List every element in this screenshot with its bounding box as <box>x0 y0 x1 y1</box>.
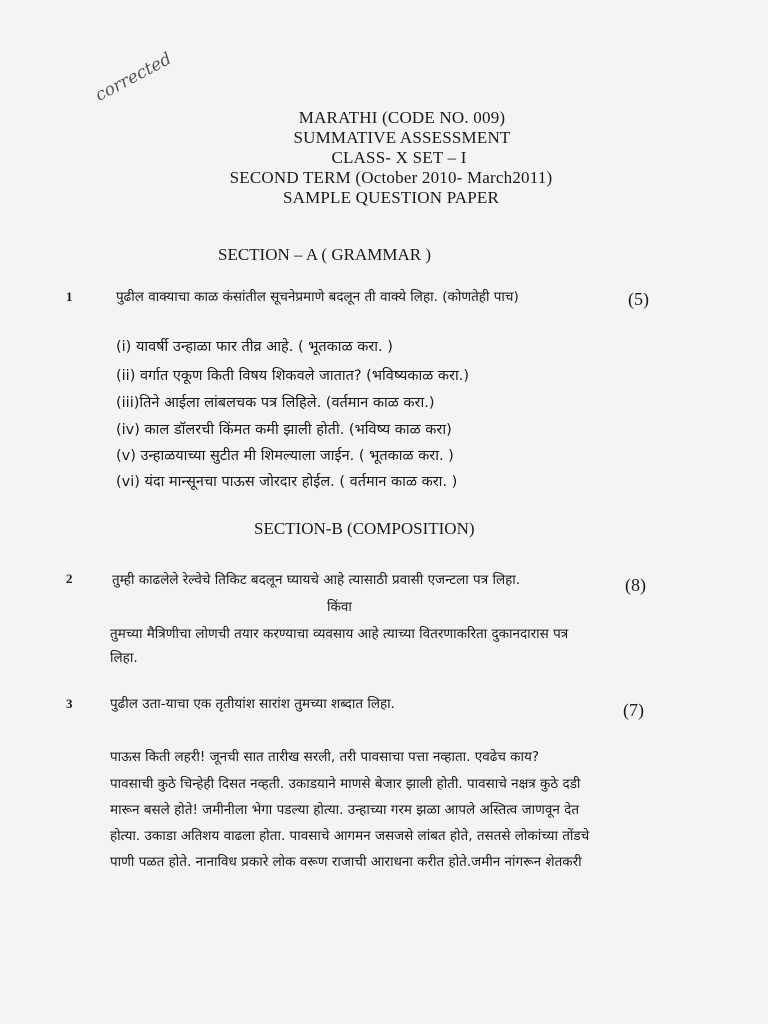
class-set: CLASS- X SET – I <box>331 148 467 167</box>
question-1-marks: (5) <box>628 289 649 309</box>
passage-line: पाऊस किती लहरी! जूनची सात तारीख सरली, तरी पावसाचा पत्ता नव्हाता. एवढेच काय? <box>110 749 540 765</box>
question-1-item: (vi) यंदा मान्सूनचा पाऊस जोरदार होईल. ( वर्तमान काळ करा. ) <box>116 474 458 490</box>
question-2-or: किंवा <box>327 599 352 615</box>
question-1-text: पुढील वाक्याचा काळ कंसांतील सूचनेप्रमाणे बदलून ती वाक्ये लिहा. (कोणतेही पाच) <box>116 289 519 305</box>
question-1-item: (i) यावर्षी उन्हाळा फार तीव्र आहे. ( भूतकाळ करा. ) <box>116 339 393 355</box>
passage-line: होत्या. उकाडा अतिशय वाढला होता. पावसाचे आगमन जसजसे लांबत होते, तसतसे लोकांच्या तोंडचे <box>110 828 590 844</box>
question-1-item: (iii)तिने आईला लांबलचक पत्र लिहिले. (वर्तमान काळ करा.) <box>116 395 435 411</box>
question-1-item: (v) उन्हाळयाच्या सुटीत मी शिमल्याला जाईन. ( भूतकाळ करा. ) <box>116 448 454 464</box>
passage-line: पावसाची कुठे चिन्हेही दिसत नव्हती. उकाडयाने माणसे बेजार झाली होती. पावसाचे नक्षत्र कुठे दडी <box>110 776 581 792</box>
paper-type: SAMPLE QUESTION PAPER <box>282 188 500 207</box>
question-3-marks: (7) <box>623 700 644 720</box>
paper-header <box>0 108 768 208</box>
passage-line: मारून बसले होते! जमीनीला भेगा पडल्या होत्या. उन्हाच्या गरम झळा आपले अस्तित्व जाणवून देत <box>110 802 580 818</box>
question-2-number: 2 <box>66 571 73 586</box>
question-1-item: (iv) काल डॉलरची किंमत कमी झाली होती. (भविष्य काळ करा) <box>116 422 452 438</box>
question-1-item: (ii) वर्गात एकूण किती विषय शिकवले जातात? (भविष्यकाळ करा.) <box>116 368 470 384</box>
question-2-alternative: तुमच्या मैत्रिणीचा लोणची तयार करण्याचा व्यवसाय आहे त्याच्या वितरणाकरिता दुकानदारास पत्र <box>110 626 569 642</box>
term-dates: SECOND TERM (October 2010- March2011) <box>229 168 553 187</box>
passage-line: पाणी पळत होते. नानाविध प्रकारे लोक वरूण राजाची आराधना करीत होते.जमीन नांगरून शेतकरी <box>110 854 582 870</box>
question-2-text: तुम्ही काढलेले रेल्वेचे तिकिट बदलून घ्यायचे आहे त्यासाठी प्रवासी एजन्टला पत्र लिहा. <box>112 572 521 588</box>
subject-title: MARATHI (CODE NO. 009) <box>298 108 506 127</box>
question-2-alternative-cont: लिहा. <box>110 650 138 666</box>
question-3-text: पुढील उता-याचा एक तृतीयांश सारांश तुमच्या शब्दात लिहा. <box>110 696 395 712</box>
question-2-marks: (8) <box>625 575 646 595</box>
section-b-heading: SECTION-B (COMPOSITION) <box>254 519 475 538</box>
corrected-stamp: corrected <box>92 48 176 106</box>
assessment-title: SUMMATIVE ASSESSMENT <box>293 128 511 147</box>
section-a-heading: SECTION – A ( GRAMMAR ) <box>218 245 431 264</box>
question-1-number: 1 <box>66 289 73 304</box>
question-3-number: 3 <box>66 696 73 711</box>
